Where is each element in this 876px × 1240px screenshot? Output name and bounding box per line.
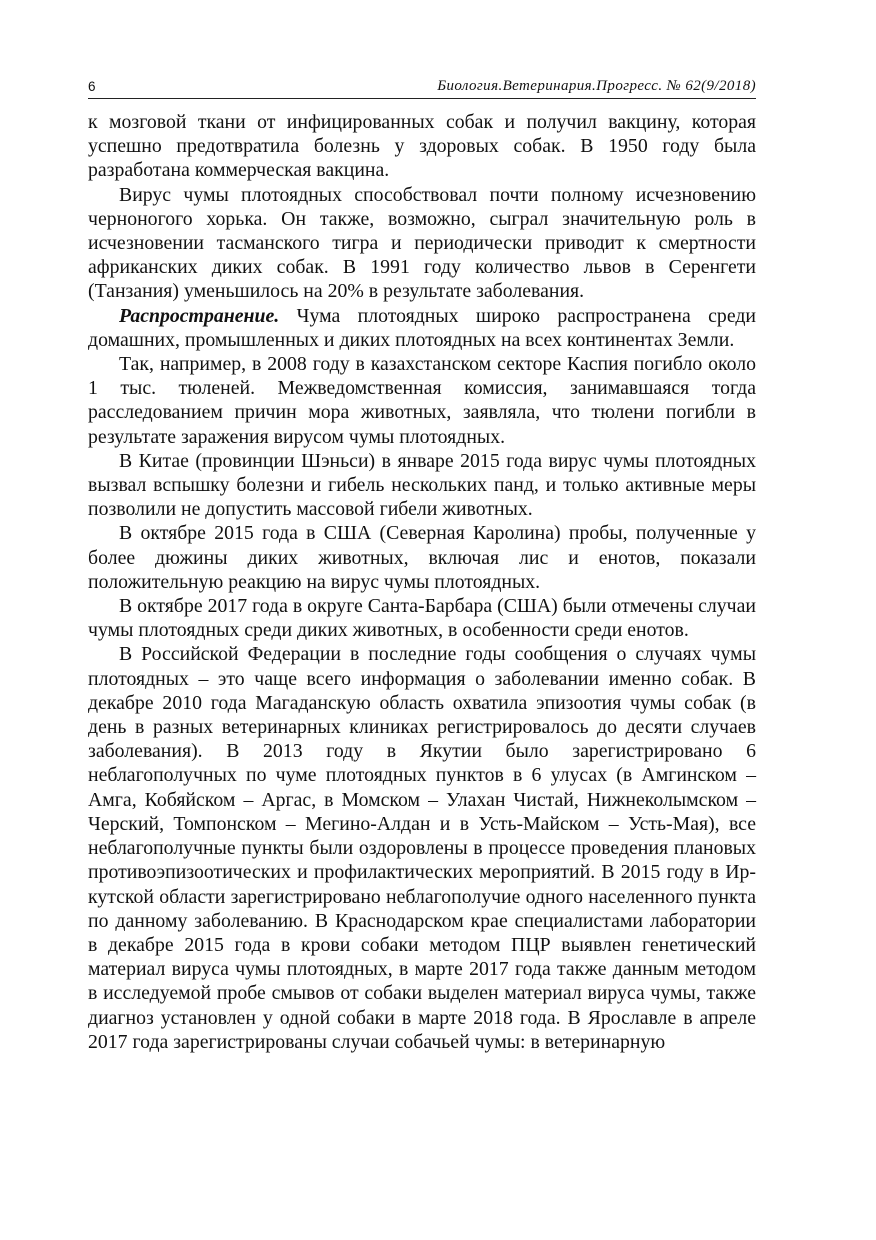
paragraph-text: В Китае (провинции Шэньси) в январе 2015 года вирус чумы плотоядных вызвал вспышку болезни и гибель нескольких панд, и только активные меры позволили не допустить массовой гибели животных. xyxy=(88,449,756,521)
paragraph-china xyxy=(88,449,756,522)
paragraph-distribution xyxy=(88,304,756,352)
paragraph-text: В октябре 2017 года в округе Санта-Барбара (США) были отмечены случаи чумы плотоядных среди диких животных, в особенности среди енотов. xyxy=(88,595,756,642)
journal-title: Биология.Ветеринария.Прогресс. № 62(9/2018) xyxy=(437,78,756,94)
article-body xyxy=(88,110,756,1054)
paragraph-text: к мозговой ткани от инфицированных собак и получил вакцину, которая успешно предотвратила болезнь у здоровых собак. В 1950 году была разработана коммерческая вакцина. xyxy=(88,111,756,182)
paragraph-text: Чума плотоядных широко распространена среди домашних, промышленных и диких плотоядных на всех континентах Земли. xyxy=(88,304,756,351)
section-lead: Распространение. xyxy=(119,304,280,327)
paragraph-caspian xyxy=(88,352,756,449)
paragraph-text: В Российской Федерации в последние годы сообщения о случаях чумы плотоядных – это чаще всего информация о заболевании именно собак. В декабре 2010 года Магаданскую область охватила эпизоотия чумы собак (в день в разных ветеринарных клиниках регистрировалось до десяти случаев заболевания). В 2013 году в Якутии было зарегистрировано 6 неблагополучных по чуме плотоядных пунктов в 6 улусах (в Амгинском – Амга, Кобяйском – Аргас, в Момском – Улахан Чистай, Нижнеколымском – Черский, Томпонском – Мегино-Алдан и в Усть-Майском – Усть-Мая), все неблагополучные пункты были оздоровлены в процессе проведения плановых противоэпизоотических и профилактических мероприятий. В 2015 году в Иркутской области зарегистрировано неблагополучие одного населенного пункта по данному заболеванию. В Краснодарском крае специалистами лаборатории в декабре 2015 года в крови собаки методом ПЦР выявлен генетический материал вируса чумы плотоядных, в марте 2017 года также данным методом в исследуемой пробе смывов от собаки выделен материал вируса чумы, также диагноз установлен у одной собаки в марте 2018 года. В Ярославле в апреле 2017 года зарегистрированы случаи собачьей чумы: в ветеринарную xyxy=(88,643,756,1053)
document-page xyxy=(88,76,756,1054)
paragraph-extinction xyxy=(88,183,756,304)
paragraph-text: В октябре 2015 года в США (Северная Каролина) пробы, полученные у более дюжины диких животных, включая лис и енотов, показали положительную реакцию на вирус чумы плотоядных. xyxy=(88,522,756,593)
paragraph-russia xyxy=(88,642,756,1053)
paragraph-north-carolina xyxy=(88,521,756,594)
paragraph-santa-barbara xyxy=(88,594,756,642)
paragraph-vaccine xyxy=(88,110,756,183)
page-number: 6 xyxy=(88,79,96,94)
running-header xyxy=(88,76,756,99)
paragraph-text: Так, например, в 2008 году в казахстанском секторе Каспия погибло около 1 тыс. тюленей. Межведомственная комиссия, занимавшаяся тогда расследованием причин мора животных, заявляла, что тюлени погибли в результате заражения вирусом чумы плотоядных. xyxy=(88,353,756,448)
paragraph-text: Вирус чумы плотоядных способствовал почти полному исчезновению черноногого хорька. Он также, возможно, сыграл значительную роль в исчезновении тасманского тигра и периодически приводит к смертности африканских диких собак. В 1991 году количество львов в Серенгети (Танзания) уменьшилось на 20% в результате заболевания. xyxy=(88,183,756,303)
